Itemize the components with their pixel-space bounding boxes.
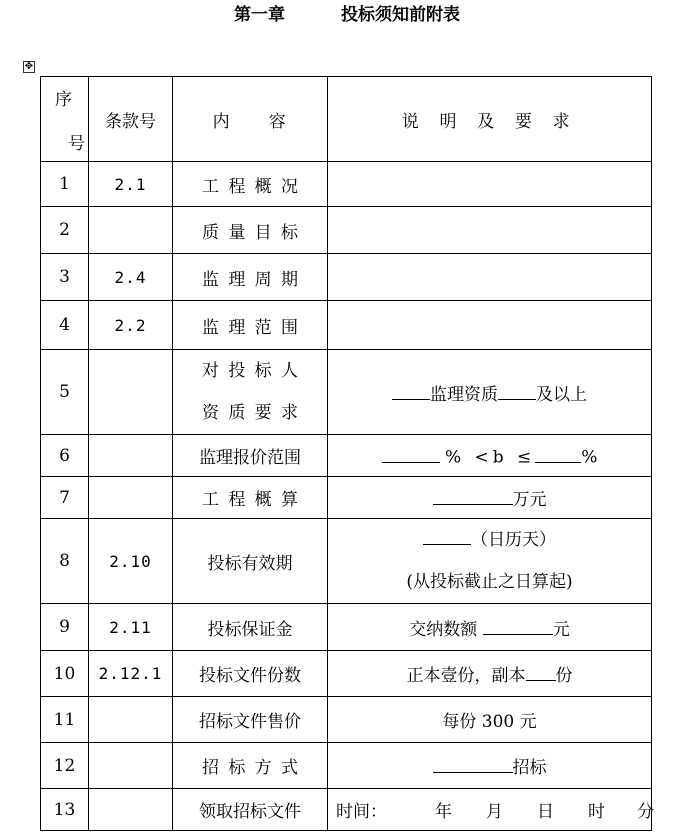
table-row [41, 301, 652, 350]
row-desc[interactable]: 正本壹份，副本 份 [328, 651, 652, 697]
table-row [41, 743, 652, 789]
row-no: 13 [41, 789, 89, 831]
row-desc[interactable]: 每份 300 元 [328, 697, 652, 743]
row-desc[interactable]: 万元 [328, 477, 652, 519]
row-desc[interactable] [328, 301, 652, 350]
row-desc[interactable]: （日历天） (从投标截止之日算起) [328, 519, 652, 604]
row-content: 领取招标文件 [173, 789, 328, 831]
blank-field[interactable] [433, 485, 513, 505]
row-no: 11 [41, 697, 89, 743]
row-no: 1 [41, 162, 89, 207]
row-no: 12 [41, 743, 89, 789]
table-row [41, 254, 652, 301]
header-seq [41, 77, 89, 162]
row-no: 3 [41, 254, 89, 301]
blank-field[interactable] [423, 525, 471, 545]
blank-field[interactable] [382, 443, 440, 463]
blank-field[interactable] [535, 443, 581, 463]
row-clause: 2.1 [89, 162, 173, 207]
header-seq-bottom: 号 [68, 134, 85, 154]
row-content: 对投标人 资质要求 [173, 350, 328, 435]
row-clause [89, 789, 173, 831]
blank-field[interactable] [526, 661, 556, 681]
row-desc[interactable]: 监理资质 及以上 [328, 350, 652, 435]
blank-field[interactable] [392, 380, 430, 400]
row-content: 工程概况 [173, 162, 328, 207]
row-no: 6 [41, 435, 89, 477]
page-title [0, 3, 694, 27]
table-row [41, 350, 652, 435]
row-no: 8 [41, 519, 89, 604]
row-clause: 2.10 [89, 519, 173, 604]
row-clause [89, 350, 173, 435]
row-no: 10 [41, 651, 89, 697]
row-desc[interactable] [328, 162, 652, 207]
row-clause [89, 207, 173, 254]
row-content: 投标保证金 [173, 604, 328, 651]
table-row [41, 604, 652, 651]
row-clause: 2.12.1 [89, 651, 173, 697]
table-move-handle-icon[interactable]: ✥ [24, 61, 34, 72]
row-no: 9 [41, 604, 89, 651]
table-row [41, 519, 652, 604]
blank-field[interactable] [483, 615, 553, 635]
row-no: 4 [41, 301, 89, 350]
row-no: 2 [41, 207, 89, 254]
row-content: 监理范围 [173, 301, 328, 350]
table-row [41, 697, 652, 743]
row-content: 投标文件份数 [173, 651, 328, 697]
row-clause [89, 697, 173, 743]
header-desc: 说 明 及 要 求 [328, 77, 652, 162]
row-clause: 2.2 [89, 301, 173, 350]
table-row [41, 477, 652, 519]
table-row [41, 435, 652, 477]
row-content: 监理报价范围 [173, 435, 328, 477]
row-desc[interactable]: 时间： 年 月 日 时 分 [328, 789, 652, 831]
row-desc[interactable] [328, 207, 652, 254]
row-content: 招标方式 [173, 743, 328, 789]
row-desc[interactable]: 招标 [328, 743, 652, 789]
row-clause: 2.11 [89, 604, 173, 651]
chapter-title: 投标须知前附表 [341, 5, 460, 25]
table-row [41, 789, 652, 831]
header-seq-top: 序 [55, 90, 72, 110]
row-no: 7 [41, 477, 89, 519]
chapter-label: 第一章 [234, 5, 285, 25]
row-clause [89, 435, 173, 477]
row-clause [89, 477, 173, 519]
row-desc[interactable]: 交纳数额 元 [328, 604, 652, 651]
table-row [41, 207, 652, 254]
header-clause: 条款号 [89, 77, 173, 162]
blank-field[interactable] [433, 753, 513, 773]
blank-field[interactable] [498, 380, 536, 400]
row-desc[interactable] [328, 254, 652, 301]
row-content: 工程概算 [173, 477, 328, 519]
row-desc[interactable]: % <b ≤ % [328, 435, 652, 477]
row-clause [89, 743, 173, 789]
table-header-row [41, 77, 652, 162]
row-clause: 2.4 [89, 254, 173, 301]
header-content: 内 容 [173, 77, 328, 162]
table-row [41, 162, 652, 207]
row-content: 质量目标 [173, 207, 328, 254]
row-content: 投标有效期 [173, 519, 328, 604]
row-content: 招标文件售价 [173, 697, 328, 743]
table-row [41, 651, 652, 697]
bidding-info-table [40, 76, 652, 831]
row-content: 监理周期 [173, 254, 328, 301]
row-no: 5 [41, 350, 89, 435]
